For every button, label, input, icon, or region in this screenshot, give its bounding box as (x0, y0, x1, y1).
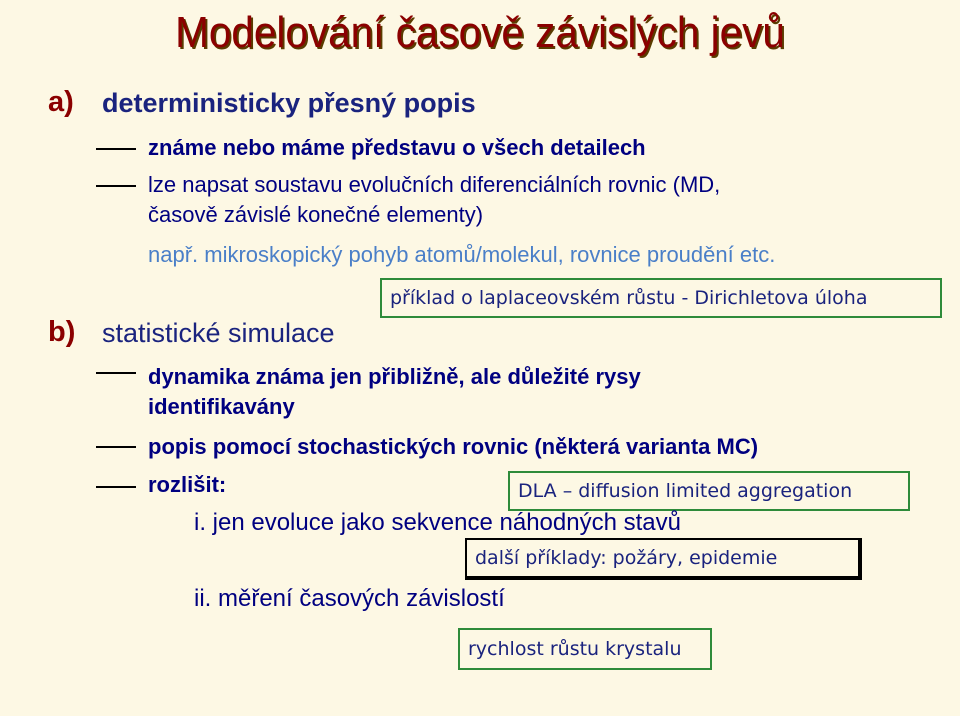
more-examples-box (465, 538, 862, 580)
section-b-bullet-2: popis pomocí stochastických rovnic (některá varianta MC) (148, 434, 759, 459)
section-a-example: např. mikroskopický pohyb atomů/molekul, rovnice proudění etc. (148, 242, 776, 267)
dla-text: DLA – diffusion limited aggregation (518, 480, 853, 502)
section-b-bullet-1-cont: identifikavány (148, 394, 295, 419)
bullet-dash (96, 148, 136, 150)
laplace-example-box (380, 278, 942, 318)
sub-item-ii: ii. měření časových závislostí (194, 585, 505, 612)
bullet-dash (96, 372, 136, 374)
dla-box (508, 471, 910, 511)
more-examples-text: další příklady: požáry, epidemie (475, 547, 778, 569)
page-title: Modelování časově závislých jevů (175, 8, 785, 57)
bullet-dash (96, 185, 136, 187)
section-b-bullet-1: dynamika známa jen přibližně, ale důležité rysy (148, 364, 641, 389)
bullet-dash (96, 486, 136, 488)
section-b-heading: statistické simulace (102, 318, 335, 348)
bullet-dash (96, 446, 136, 448)
sub-item-i: i. jen evoluce jako sekvence náhodných stavů (194, 509, 681, 536)
section-a-bullet-1: známe nebo máme představu o všech detailech (148, 135, 646, 160)
section-b-label: b) (48, 316, 76, 348)
laplace-example-text: příklad o laplaceovském růstu - Dirichletova úloha (390, 287, 868, 309)
section-a-bullet-2: lze napsat soustavu evolučních diferenciálních rovnic (MD, (148, 172, 721, 197)
section-a-heading: deterministicky přesný popis (102, 88, 476, 118)
section-a-bullet-2-cont: časově závislé konečné elementy) (148, 202, 484, 227)
crystal-growth-text: rychlost růstu krystalu (468, 638, 682, 660)
section-b-bullet-3: rozlišit: (148, 472, 227, 497)
crystal-growth-box (458, 628, 712, 670)
section-a-label: a) (48, 86, 74, 118)
